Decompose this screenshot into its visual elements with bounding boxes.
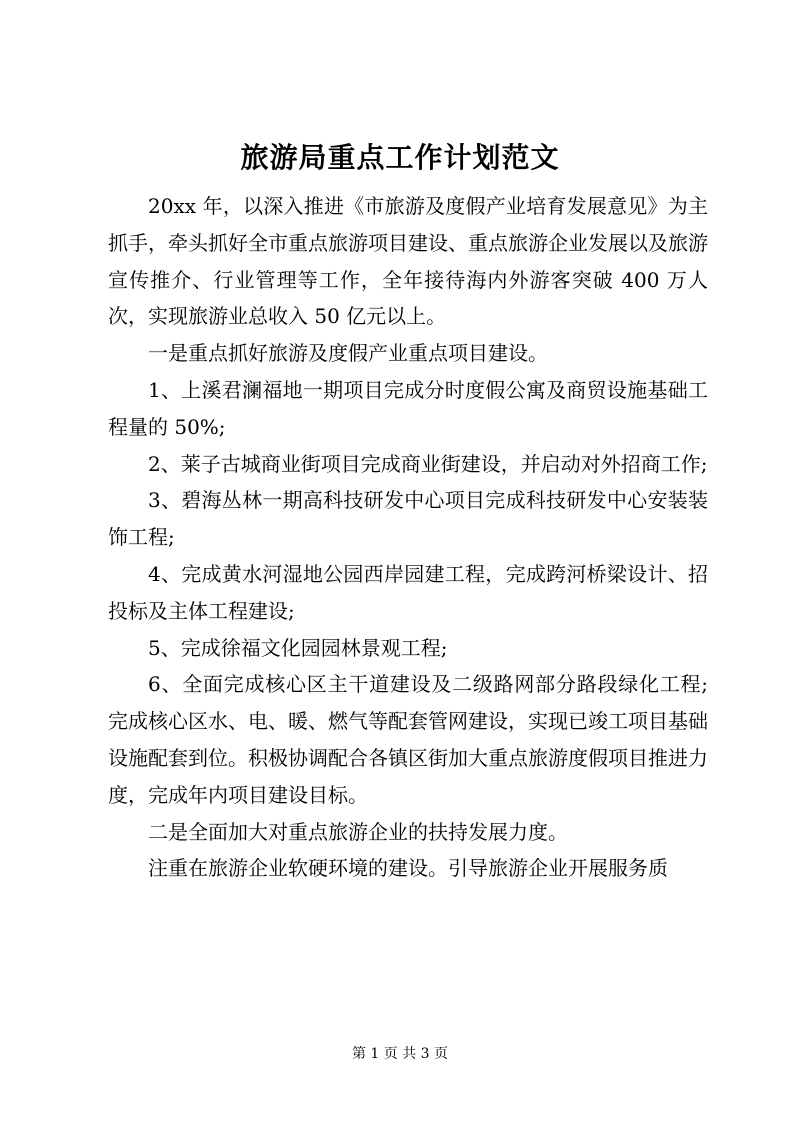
document-body <box>108 188 708 887</box>
page-footer: 第 1 页 共 3 页 <box>351 1046 449 1062</box>
paragraph-section-one: 一是重点抓好旅游及度假产业重点项目建设。 <box>148 341 548 366</box>
paragraph-item-5: 5、完成徐福文化园园林景观工程; <box>148 635 448 660</box>
paragraph-item-2: 2、莱子古城商业街项目完成商业街建设，并启动对外招商工作; <box>148 451 708 476</box>
paragraph-item-1: 1、上溪君澜福地一期项目完成分时度假公寓及商贸设施基础工程量的 50%; <box>108 377 708 439</box>
paragraph-section-two-detail: 注重在旅游企业软硬环境的建设。引导旅游企业开展服务质 <box>148 856 668 881</box>
paragraph-section-two: 二是全面加大对重点旅游企业的扶持发展力度。 <box>148 819 568 844</box>
paragraph-item-3: 3、碧海丛林一期高科技研发中心项目完成科技研发中心安装装饰工程; <box>108 488 708 550</box>
paragraph-intro: 20xx 年，以深入推进《市旅游及度假产业培育发展意见》为主抓手，牵头抓好全市重点旅游项目建设、重点旅游企业发展以及旅游宣传推介、行业管理等工作，全年接待海内外游客突破 400 万人次，实现旅游业总收入 50 亿元以上。 <box>108 194 708 329</box>
paragraph-item-4: 4、完成黄水河湿地公园西岸园建工程，完成跨河桥梁设计、招投标及主体工程建设; <box>108 561 708 623</box>
document-title: 旅游局重点工作计划范文 <box>240 141 560 174</box>
paragraph-item-6: 6、全面完成核心区主干道建设及二级路网部分路段绿化工程; 完成核心区水、电、暖、燃气等配套管网建设，实现已竣工项目基础设施配套到位。积极协调配合各镇区街加大重点旅游度假项目推进力度，完成年内项目建设目标。 <box>108 672 708 807</box>
